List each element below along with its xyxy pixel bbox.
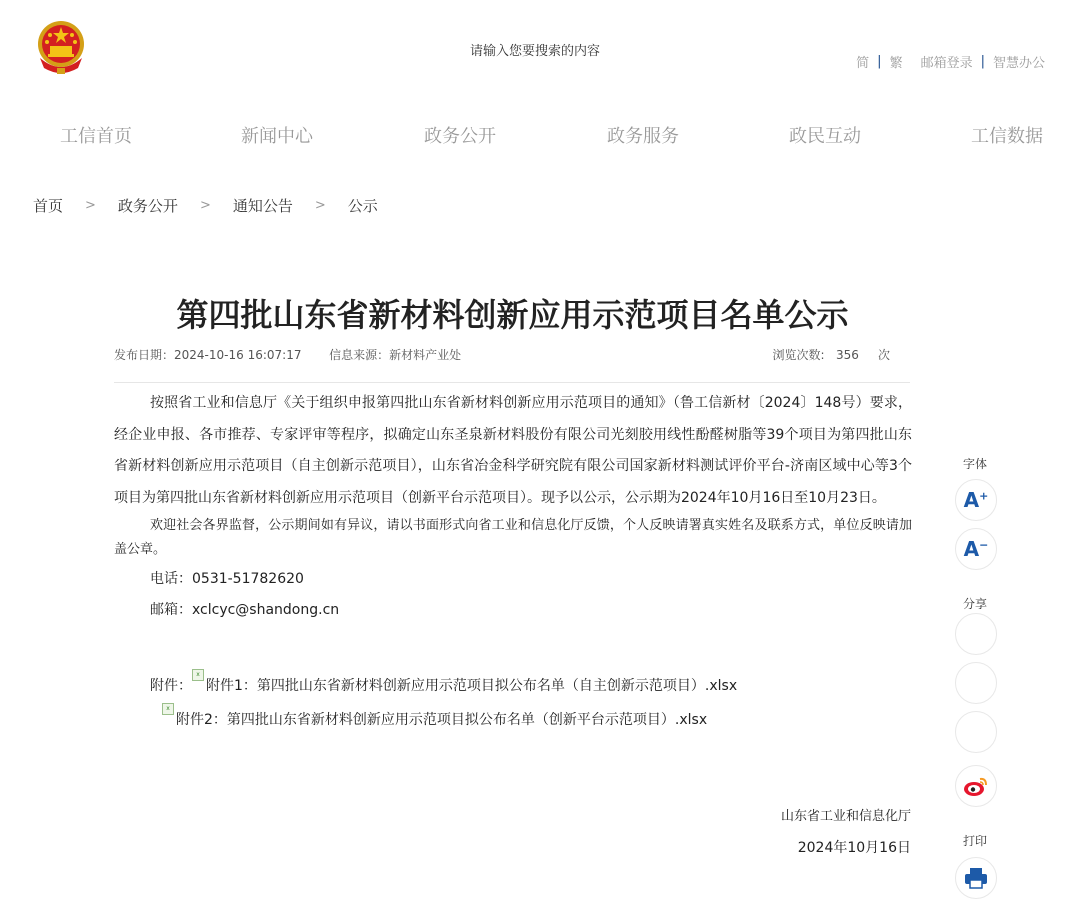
- views-unit: 次: [877, 348, 890, 362]
- view-count: [773, 346, 891, 363]
- separator: |: [877, 54, 882, 69]
- divider: [114, 382, 910, 383]
- source-label: 信息来源：: [329, 348, 390, 362]
- signature-date: 2024年10月16日: [797, 840, 911, 856]
- share-qq-button[interactable]: [955, 662, 997, 704]
- national-emblem-logo[interactable]: [34, 18, 88, 76]
- separator: |: [980, 54, 985, 69]
- simplified-chinese-link[interactable]: 简: [856, 56, 870, 71]
- breadcrumb: [33, 195, 378, 216]
- article-body: [114, 388, 912, 626]
- chevron-right-icon: >: [314, 198, 326, 213]
- attachment-1: [150, 671, 738, 695]
- excel-file-icon: x: [162, 703, 174, 715]
- excel-file-icon: x: [192, 669, 204, 681]
- nav-item-news[interactable]: 新闻中心: [241, 126, 313, 147]
- attachment-label: 附件：: [150, 678, 192, 694]
- share-weibo-button[interactable]: [955, 765, 997, 807]
- chevron-right-icon: >: [85, 198, 96, 213]
- signature-org: 山东省工业和信息化厅: [780, 809, 911, 824]
- date-label: 发布日期：: [114, 348, 175, 362]
- print-label: 打印: [962, 834, 987, 848]
- publish-date: 2024-10-16 16:07:17: [174, 348, 302, 362]
- phone: 电话：0531-51782620: [150, 571, 304, 587]
- printer-icon: [964, 867, 988, 889]
- breadcrumb-publicity[interactable]: 公示: [347, 197, 378, 215]
- search-input[interactable]: 请输入您要搜索的内容: [469, 44, 600, 59]
- attachment-2: [162, 705, 708, 729]
- views-label: 浏览次数:: [772, 348, 825, 362]
- nav-item-home[interactable]: 工信首页: [60, 126, 132, 147]
- font-size-label: 字体: [962, 457, 987, 471]
- font-increase-button[interactable]: [955, 479, 997, 521]
- breadcrumb-notices[interactable]: 通知公告: [232, 197, 293, 215]
- print-button[interactable]: [955, 857, 997, 899]
- traditional-chinese-link[interactable]: 繁: [889, 56, 903, 71]
- mail-login-link[interactable]: 邮箱登录: [920, 56, 973, 71]
- nav-item-data[interactable]: 工信数据: [971, 126, 1043, 147]
- smart-office-link[interactable]: 智慧办公: [992, 56, 1045, 71]
- main-nav: [0, 122, 1071, 152]
- attachment-1-link[interactable]: 附件1：第四批山东省新材料创新应用示范项目拟公布名单（自主创新示范项目）.xlsx: [206, 678, 738, 694]
- views-value: 356: [836, 348, 859, 362]
- nav-item-gov-affairs[interactable]: 政务公开: [424, 126, 496, 147]
- email: 邮箱：xclcyc@shandong.cn: [150, 602, 340, 618]
- nav-item-interaction[interactable]: 政民互动: [789, 126, 861, 147]
- font-decrease-icon: A−: [963, 537, 989, 561]
- share-qzone-button[interactable]: [955, 711, 997, 753]
- share-wechat-button[interactable]: [955, 613, 997, 655]
- article-title: 第四批山东省新材料创新应用示范项目名单公示: [176, 296, 849, 334]
- weibo-icon: [963, 775, 989, 797]
- source: 新材料产业处: [389, 348, 462, 362]
- article-meta: [114, 346, 910, 363]
- nav-item-gov-services[interactable]: 政务服务: [607, 126, 679, 147]
- font-increase-icon: A+: [963, 488, 989, 512]
- share-label: 分享: [962, 597, 987, 611]
- paragraph: 按照省工业和信息厅《关于组织申报第四批山东省新材料创新应用示范项目的通知》（鲁工信新材〔2024〕148号）要求，经企业申报、各市推荐、专家评审等程序，拟确定山东圣泉新材料股份有限公司光刻胶用线性酚醛树脂等39个项目为第四批山东省新材料创新应用示范项目（自主创新示范项目），山东省冶金科学研究院有限公司国家新材料测试评价平台-济南区域中心等3个项目为第四批山东省新材料创新应用示范项目（创新平台示范项目）。现予以公示，公示期为2024年10月16日至10月23日。: [114, 395, 912, 506]
- attachment-2-link[interactable]: 附件2：第四批山东省新材料创新应用示范项目拟公布名单（创新平台示范项目）.xlsx: [176, 712, 708, 728]
- font-decrease-button[interactable]: [955, 528, 997, 570]
- top-links: [856, 52, 1045, 71]
- chevron-right-icon: >: [199, 198, 211, 213]
- paragraph: 欢迎社会各界监督，公示期间如有异议，请以书面形式向省工业和信息化厅反馈，个人反映请署真实姓名及联系方式，单位反映请加盖公章。: [114, 518, 912, 557]
- breadcrumb-gov-affairs[interactable]: 政务公开: [117, 197, 178, 215]
- breadcrumb-home[interactable]: 首页: [33, 197, 64, 215]
